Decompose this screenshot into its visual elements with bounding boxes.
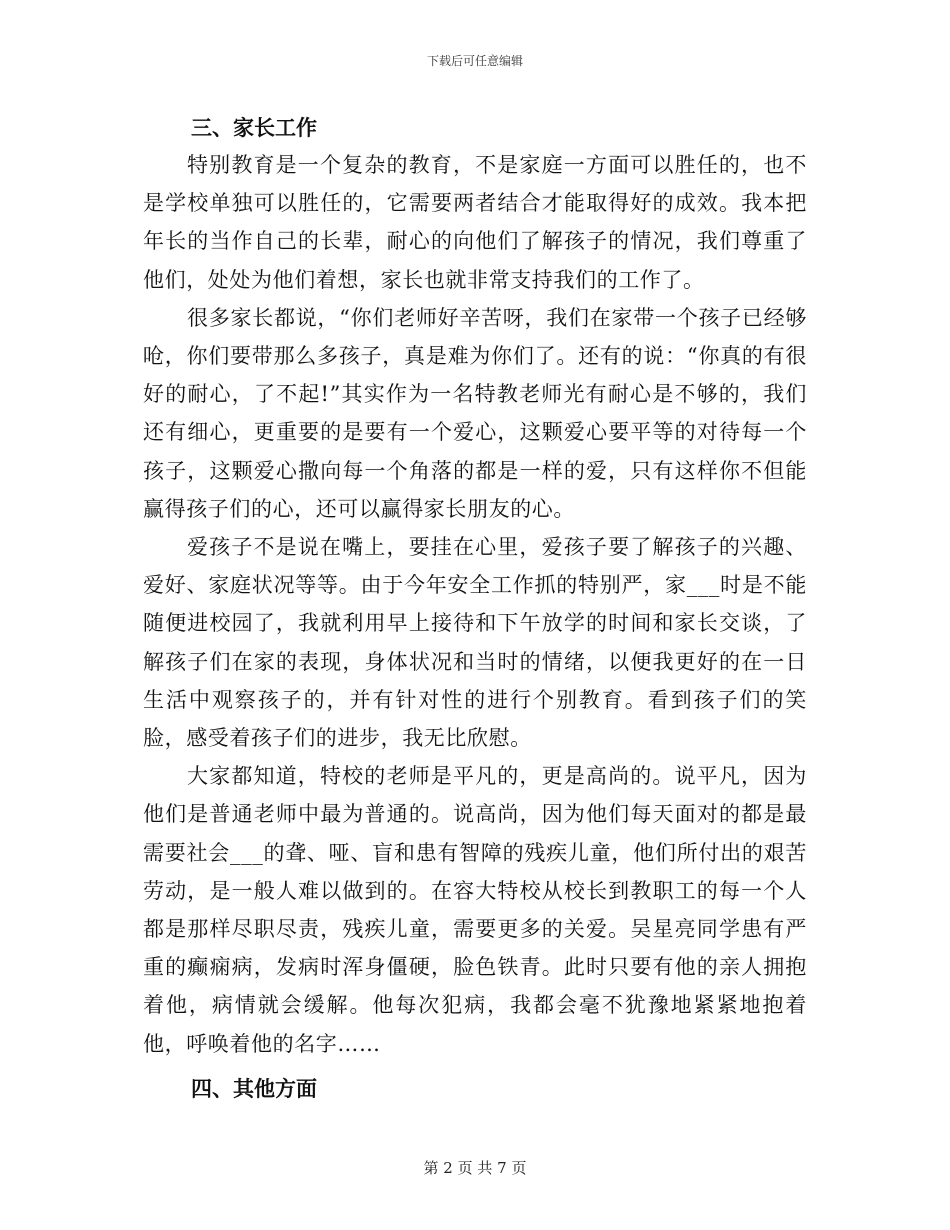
page-number: 第 2 页 共 7 页	[423, 1159, 527, 1177]
paragraph-2: 很多家长都说，“你们老师好辛苦呀，我们在家带一个孩子已经够呛，你们要带那么多孩子，真是难为你们了。还有的说：“你真的有很好的耐心，了不起!”其实作为一名特教老师光有耐心是不够的，我们还有细心，更重要的是要有一个爱心，这颗爱心要平等的对待每一个孩子，这颗爱心撒向每一个角落的都是一样的爱，只有这样你不但能赢得孩子们的心，还可以赢得家长朋友的心。	[143, 305, 807, 521]
section-heading-parents: 三、家长工作	[191, 116, 317, 140]
document-body	[143, 110, 807, 1107]
page-header-note: 下载后可任意编辑	[426, 54, 523, 68]
paragraph-4: 大家都知道，特校的老师是平凡的，更是高尚的。说平凡，因为他们是普通老师中最为普通的。说高尚，因为他们每天面对的都是最需要社会___的聋、哑、盲和患有智障的残疾儿童，他们所付出的艰苦劳动，是一般人难以做到的。在容大特校从校长到教职工的每一个人都是那样尽职尽责，残疾儿童，需要更多的关爱。吴星亮同学患有严重的癫痫病，发病时浑身僵硬，脸色铁青。此时只要有他的亲人拥抱着他，病情就会缓解。他每次犯病，我都会毫不犹豫地紧紧地抱着他，呼唤着他的名字……	[143, 764, 807, 1056]
paragraph-1: 特别教育是一个复杂的教育，不是家庭一方面可以胜任的，也不是学校单独可以胜任的，它需要两者结合才能取得好的成效。我本把年长的当作自己的长辈，耐心的向他们了解孩子的情况，我们尊重了他们，处处为他们着想，家长也就非常支持我们的工作了。	[143, 153, 807, 292]
paragraph-3: 爱孩子不是说在嘴上，要挂在心里，爱孩子要了解孩子的兴趣、爱好、家庭状况等等。由于今年安全工作抓的特别严，家___时是不能随便进校园了，我就利用早上接待和下午放学的时间和家长交谈，了解孩子们在家的表现，身体状况和当时的情绪，以便我更好的在一日生活中观察孩子的，并有针对性的进行个别教育。看到孩子们的笑脸，感受着孩子们的进步，我无比欣慰。	[143, 535, 807, 751]
section-heading-other: 四、其他方面	[191, 1076, 317, 1101]
